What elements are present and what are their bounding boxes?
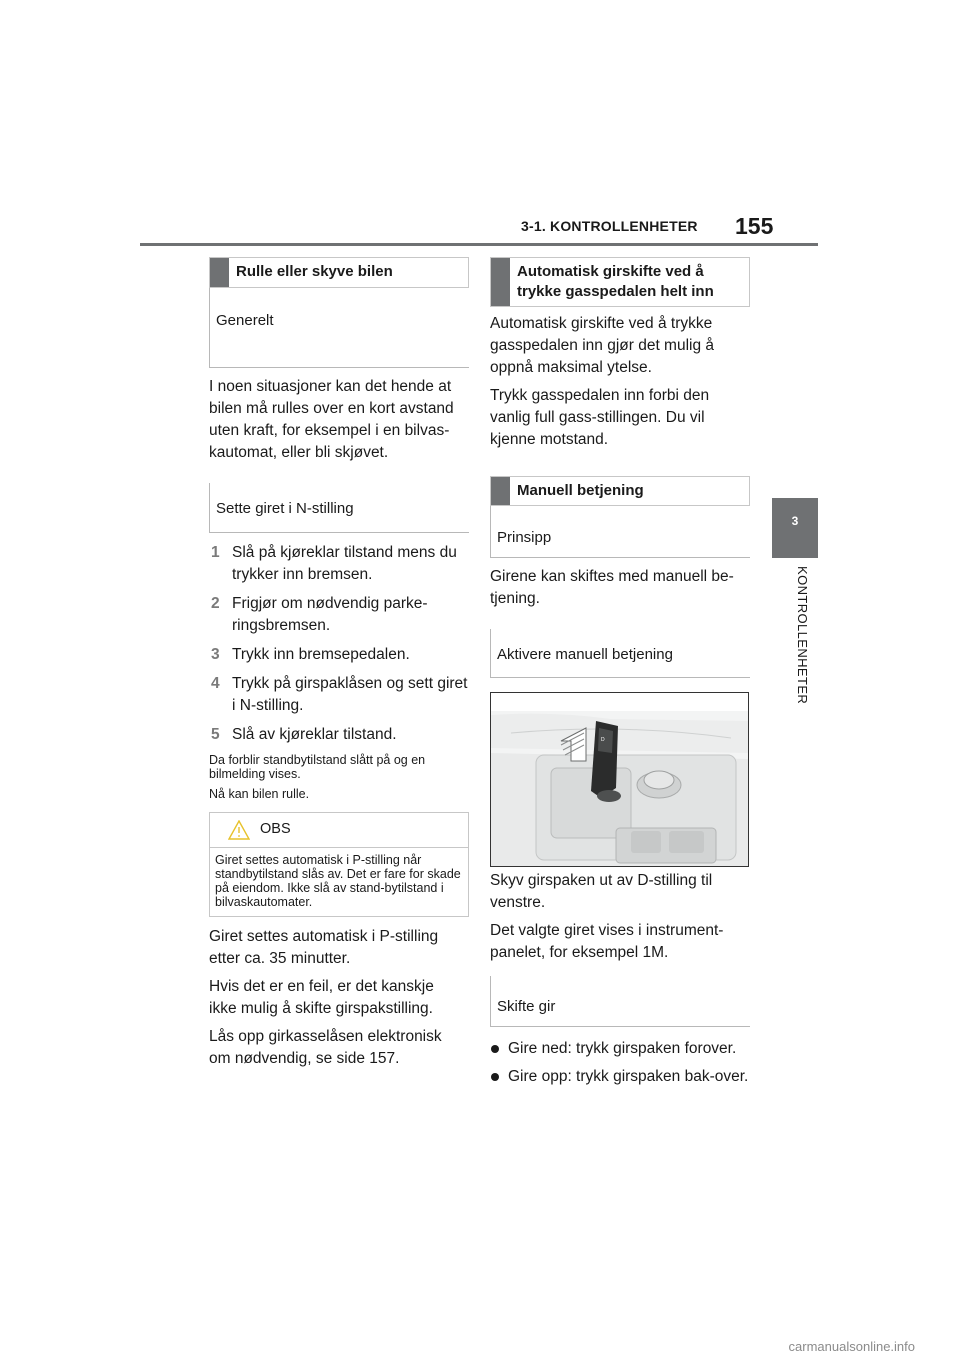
- obs-text: Giret settes automatisk i P-stilling når standbytilstand slås av. Det er fare for skade på eiendom. Ikke slå av stand-bytilstand i bilvaskautomater.: [215, 853, 461, 909]
- intro-paragraph: I noen situasjoner kan det hende at bilen må rulles over en kort avstand uten kraft, for eksempel i en bilvas-kautomat, eller bli skjøvet.: [209, 378, 454, 461]
- right-column: [490, 257, 750, 1088]
- step-text: Slå av kjøreklar tilstand.: [232, 726, 397, 743]
- step-item: [209, 593, 469, 637]
- bullet-dot: [491, 1045, 499, 1053]
- bullet-item: [490, 1038, 750, 1060]
- section-heading-text: Rulle eller skyve bilen: [236, 263, 393, 280]
- chapter-tab: 3: [772, 498, 818, 558]
- auto-para-2: Trykk gasspedalen inn forbi den vanlig full gass-stillingen. Du vil kjenne motstand.: [490, 387, 710, 448]
- step-number: 2: [211, 595, 220, 612]
- subheading-text: Skifte gir: [497, 998, 556, 1015]
- subheading-skifte: [490, 976, 750, 1027]
- step-number: 3: [211, 646, 220, 663]
- bullet-item: [490, 1066, 750, 1088]
- subheading-aktivere: [490, 629, 750, 678]
- section-heading-rulle: [209, 257, 469, 288]
- gear-lever-figure: [490, 692, 749, 867]
- watermark: carmanualsonline.info: [788, 1339, 915, 1354]
- section-heading-text: Automatisk girskifte ved å trykke gasspedalen helt inn: [517, 263, 714, 300]
- header-rule: [140, 243, 818, 246]
- obs-body: [210, 848, 468, 916]
- obs-header: [210, 813, 468, 848]
- page-number: 155: [735, 213, 774, 239]
- step-text: Frigjør om nødvendig parke-ringsbremsen.: [232, 595, 428, 634]
- note-standby: Da forblir standbytilstand slått på og en bilmelding vises.: [209, 753, 426, 781]
- bullet-dot: [491, 1073, 499, 1081]
- step-number: 1: [211, 544, 220, 561]
- obs-title: OBS: [260, 821, 291, 837]
- step-item: [209, 673, 469, 717]
- subheading-n-stilling: [209, 483, 469, 533]
- subheading-text: Aktivere manuell betjening: [497, 646, 673, 663]
- left-column: [209, 257, 469, 1070]
- auto-para-1: Automatisk girskifte ved å trykke gasspedalen inn gjør det mulig å oppnå maksimal ytelse.: [490, 315, 715, 376]
- subheading-prinsipp: [490, 506, 750, 558]
- step-item: [209, 542, 469, 586]
- para-girkasselas: Lås opp girkasselåsen elektronisk om nødvendig, se side 157.: [209, 1028, 442, 1067]
- subheading-text: Generelt: [216, 312, 274, 329]
- para-feil: Hvis det er en feil, er det kanskje ikke mulig å skifte girspakstilling.: [209, 978, 434, 1017]
- step-number: 5: [211, 726, 220, 743]
- note-can-roll: Nå kan bilen rulle.: [209, 787, 310, 801]
- bullet-text: Gire ned: trykk girspaken forover.: [508, 1040, 737, 1057]
- section-label: 3-1. KONTROLLENHETER: [521, 218, 698, 234]
- step-item: [209, 644, 469, 666]
- subheading-text: Sette giret i N-stilling: [216, 500, 354, 517]
- steps-list: [209, 542, 469, 746]
- section-heading-manuell: [490, 476, 750, 506]
- step-text: Trykk på girspaklåsen og sett giret i N-stilling.: [232, 675, 468, 714]
- gear-lever-illustration: [491, 693, 749, 867]
- svg-text:D: D: [601, 737, 605, 743]
- bullet-list: [490, 1038, 750, 1088]
- figure-text-2: Det valgte giret vises i instrument-panelet, for eksempel 1M.: [490, 922, 724, 961]
- section-heading-automatisk: [490, 257, 750, 307]
- step-text: Slå på kjøreklar tilstand mens du trykker inn bremsen.: [232, 544, 457, 583]
- step-number: 4: [211, 675, 220, 692]
- step-item: [209, 724, 469, 746]
- subheading-generelt: [209, 288, 469, 368]
- figure-caption: Skyv girspaken ut av D-stilling til venstre.: [490, 872, 713, 911]
- warning-triangle-icon: [228, 820, 250, 840]
- prinsipp-text: Girene kan skiftes med manuell be-tjening.: [490, 568, 734, 607]
- subheading-text: Prinsipp: [497, 529, 552, 546]
- obs-box: [209, 812, 469, 917]
- section-heading-text: Manuell betjening: [517, 482, 644, 499]
- chapter-side-text: KONTROLLENHETER: [795, 566, 810, 705]
- bullet-text: Gire opp: trykk girspaken bak-over.: [508, 1068, 749, 1085]
- para-p-stilling: Giret settes automatisk i P-stilling etter ca. 35 minutter.: [209, 928, 439, 967]
- step-text: Trykk inn bremsepedalen.: [232, 646, 410, 663]
